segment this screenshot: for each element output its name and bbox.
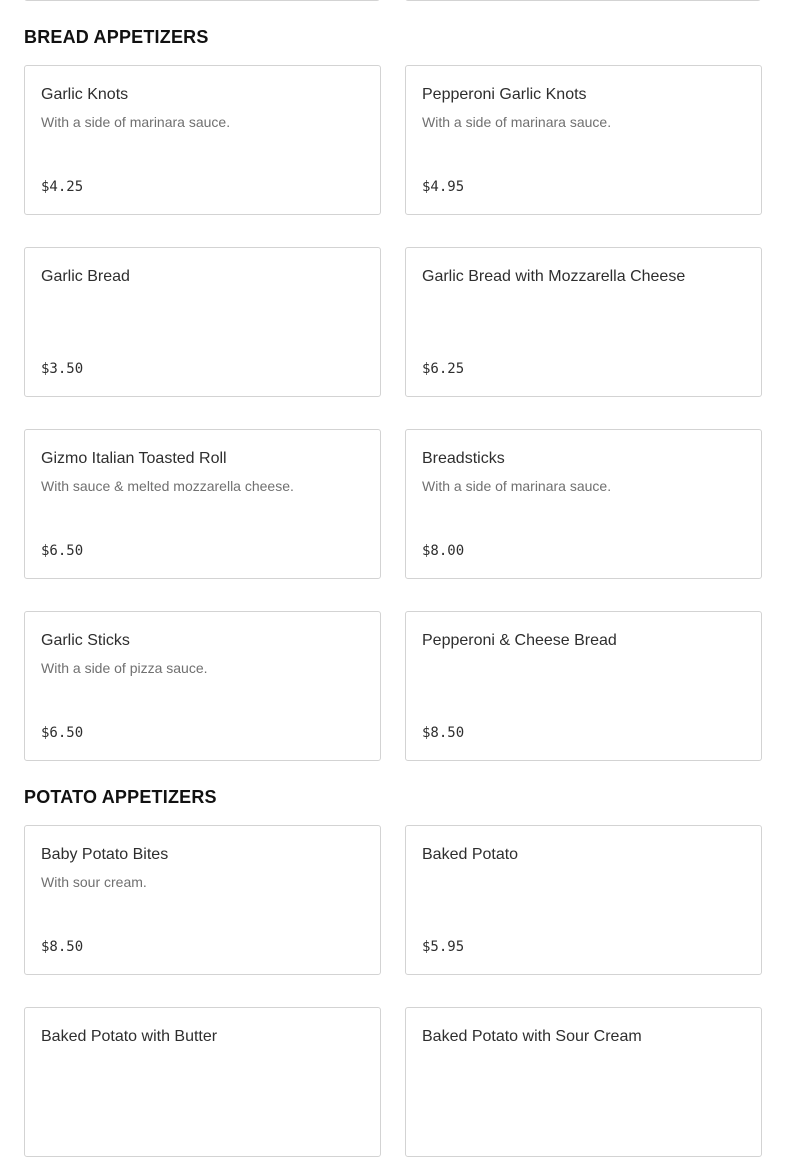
menu-item-card[interactable] <box>24 611 381 761</box>
item-name: Garlic Knots <box>41 86 129 103</box>
menu-item-card[interactable] <box>405 429 762 579</box>
menu-item-card[interactable] <box>405 247 762 397</box>
item-name: Baked Potato with Sour Cream <box>422 1028 642 1045</box>
menu-item-card[interactable] <box>24 1007 381 1157</box>
item-name: Baby Potato Bites <box>41 846 169 863</box>
item-description: With a side of pizza sauce. <box>41 660 208 676</box>
menu-item-card[interactable] <box>24 247 381 397</box>
previous-item-card-edge[interactable] <box>24 0 380 1</box>
item-description: With a side of marinara sauce. <box>422 478 612 494</box>
menu-item-card[interactable] <box>24 825 381 975</box>
item-name: Garlic Bread with Mozzarella Cheese <box>422 268 686 285</box>
item-name: Pepperoni Garlic Knots <box>422 86 587 103</box>
item-price: $8.00 <box>422 543 465 559</box>
menu-item-card[interactable] <box>24 65 381 215</box>
item-name: Pepperoni & Cheese Bread <box>422 632 617 649</box>
menu-item-card[interactable] <box>405 825 762 975</box>
section-title-bread-appetizers: BREAD APPETIZERS <box>24 27 209 47</box>
menu-item-card[interactable] <box>405 65 762 215</box>
item-name: Gizmo Italian Toasted Roll <box>41 450 227 467</box>
item-description: With a side of marinara sauce. <box>41 114 231 130</box>
item-name: Baked Potato <box>422 846 519 863</box>
menu-item-card[interactable] <box>405 611 762 761</box>
item-price: $6.25 <box>422 361 465 377</box>
item-price: $8.50 <box>41 939 84 955</box>
item-price: $6.50 <box>41 543 84 559</box>
item-price: $8.50 <box>422 725 465 741</box>
section-title-potato-appetizers: POTATO APPETIZERS <box>24 787 217 807</box>
item-price: $6.50 <box>41 725 84 741</box>
item-name: Garlic Sticks <box>41 632 130 649</box>
previous-item-card-edge[interactable] <box>405 0 761 1</box>
item-price: $3.50 <box>41 361 84 377</box>
menu-item-card[interactable] <box>24 429 381 579</box>
item-name: Breadsticks <box>422 450 505 467</box>
item-description: With a side of marinara sauce. <box>422 114 612 130</box>
menu-item-card[interactable] <box>405 1007 762 1157</box>
item-price: $4.25 <box>41 179 84 195</box>
item-name: Baked Potato with Butter <box>41 1028 218 1045</box>
item-description: With sauce & melted mozzarella cheese. <box>41 478 294 494</box>
item-description: With sour cream. <box>41 874 147 890</box>
item-name: Garlic Bread <box>41 268 130 285</box>
item-price: $5.95 <box>422 939 465 955</box>
item-price: $4.95 <box>422 179 465 195</box>
